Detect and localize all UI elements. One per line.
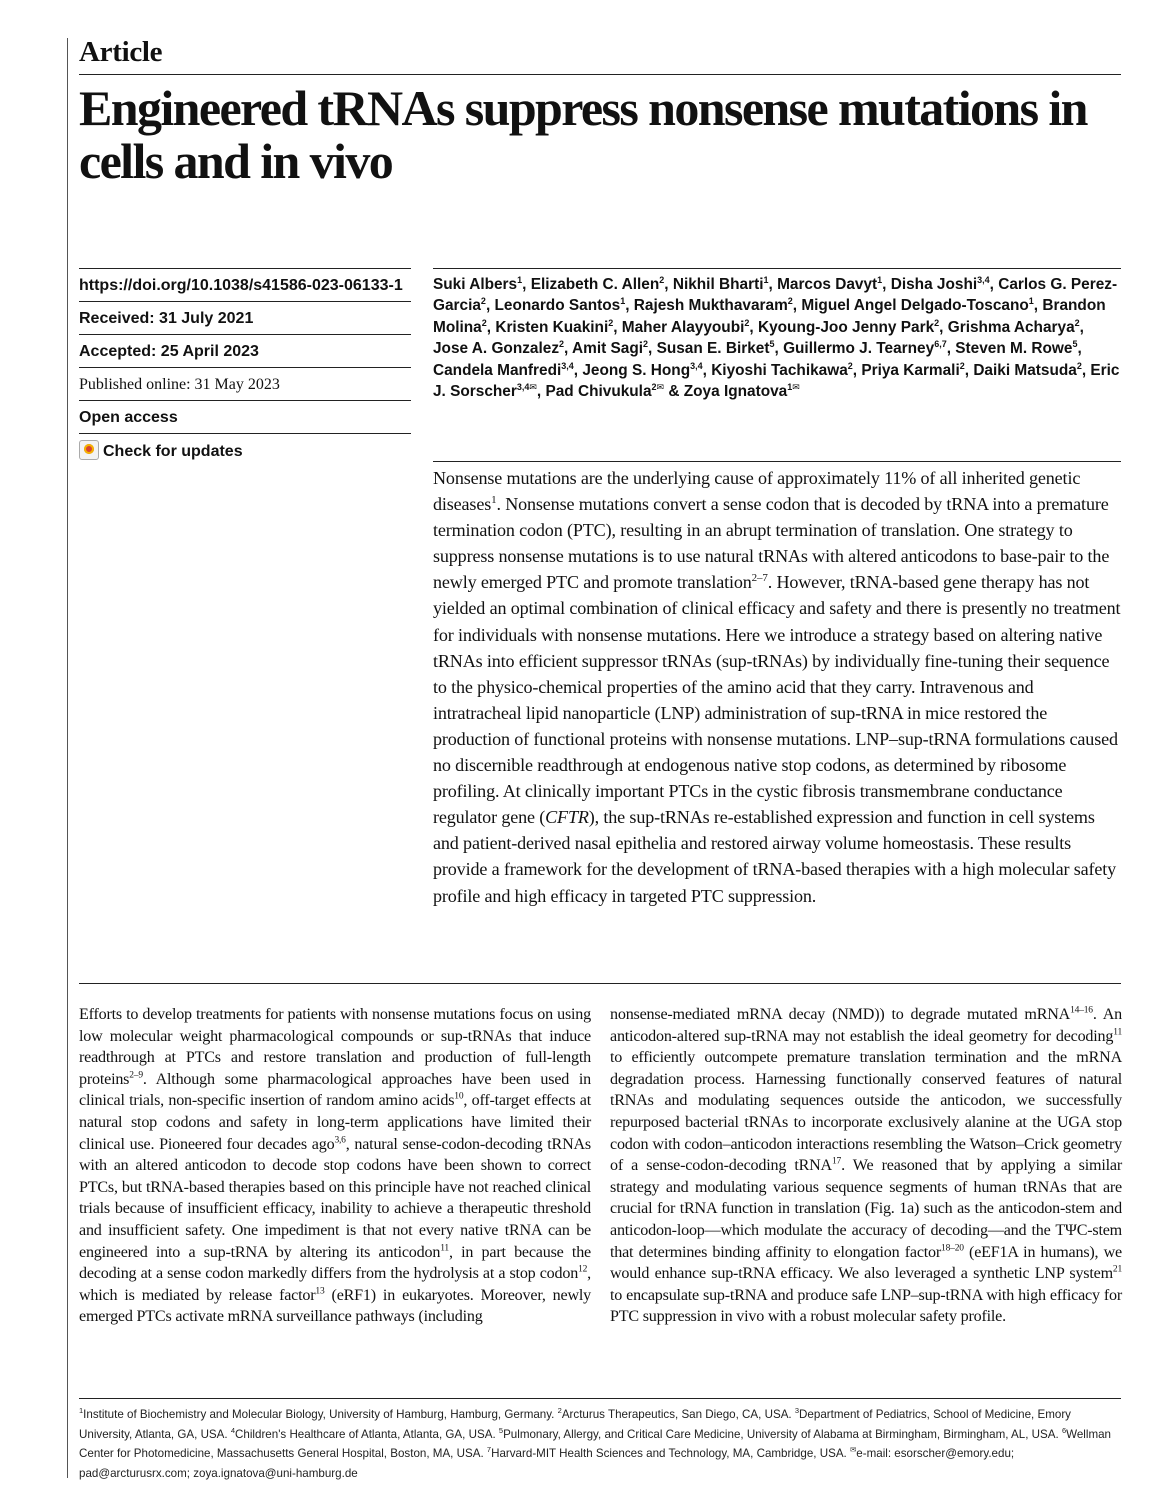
affiliation-text: Pulmonary, Allergy, and Critical Care Medicine, University of Alabama at Birmingham, Birmingham, AL, USA. (503, 1427, 1062, 1441)
open-access-label[interactable]: Open access (79, 400, 411, 433)
affiliation-text: Institute of Biochemistry and Molecular Biology, University of Hamburg, Hamburg, Germany. (83, 1408, 558, 1421)
body-text: Efforts to develop treatments for patients with nonsense mutations focus on using low molecular weight pharmacological compounds or sup-tRNAs that induce readthrough at PTCs and restore translation and production of full-length proteins (79, 1006, 591, 1088)
citation[interactable]: 3,6 (334, 1135, 346, 1146)
author-affiliation: 1 (877, 274, 883, 285)
author[interactable] (955, 340, 1077, 357)
body-rule (79, 983, 1121, 984)
body-text: . An anticodon-altered sup-tRNA may not establish the ideal geometry for decoding (610, 1006, 1123, 1045)
body-text: to encapsulate sup-tRNA and produce safe LNP–sup-tRNA with high efficacy for PTC suppression in vivo with a robust molecular safety profile. (610, 1286, 1122, 1326)
check-for-updates-button[interactable] (79, 433, 411, 468)
author[interactable] (433, 340, 564, 357)
author-affiliation: 1 (620, 296, 626, 307)
author-affiliation: 1✉ (787, 381, 800, 392)
citation[interactable]: 10 (454, 1092, 464, 1103)
author-affiliation: 2 (934, 317, 940, 328)
accepted-date: Accepted: 25 April 2023 (79, 334, 411, 367)
author-affiliation: 2 (480, 296, 486, 307)
body-column-left (79, 1004, 591, 1328)
article-title: Engineered tRNAs suppress nonsense mutations in cells and in vivo (79, 80, 1087, 189)
citation[interactable]: 1 (491, 494, 497, 507)
author-affiliation: 2 (847, 360, 853, 371)
author[interactable] (622, 319, 750, 336)
affiliation-number: 1 (79, 1406, 84, 1416)
citation[interactable]: 14–16 (1070, 1005, 1093, 1016)
author-affiliation: 2 (481, 317, 487, 328)
gene-name: CFTR (545, 807, 589, 828)
author-affiliation: 1 (763, 274, 769, 285)
author-affiliation: 1 (1028, 296, 1034, 307)
citation[interactable]: 11 (440, 1243, 449, 1254)
author-name: Eric J. Sorscher (433, 361, 1120, 401)
author-affiliation: 5 (769, 339, 775, 350)
footnote-rule (79, 1398, 1121, 1399)
author-affiliation: 2 (643, 339, 649, 350)
author-affiliation: 3,4✉ (516, 381, 537, 392)
author[interactable] (582, 362, 702, 379)
author-name: Candela Manfredi (433, 361, 562, 379)
author-affiliation: 2 (659, 274, 665, 285)
author[interactable] (531, 276, 665, 293)
body-text: . We reasoned that by applying a similar strategy and modulating various sequence segments of human tRNAs that are crucial for tRNA function in translation (Fig. 1a) such as the anticodon-stem and anticodon-loop—which modulate the accuracy of decoding—and the TΨC-stem that determines binding affinity to elongation factor (610, 1157, 1122, 1261)
author-affiliation: 1 (517, 274, 523, 285)
authors-rule (433, 268, 1121, 269)
author-name: Priya Karmali (861, 361, 960, 379)
abstract-text: . However, tRNA-based gene therapy has not yielded an optimal combination of clinical efficacy and safety and there is presently no treatment for individuals with nonsense mutations. Here we introduce a strategy based on altering native tRNAs into efficient suppressor tRNAs (sup-tRNAs) by individually fine-tuning their sequence to the physico-chemical properties of the amino acid that they carry. Intravenous and intratracheal lipid nanoparticle (LNP) administration of sup-tRNA in mice restored the production of functional proteins with nonsense mutations. LNP–sup-tRNA formulations caused no discernible readthrough at endogenous native stop codons, as determined by ribosome profiling. At clinically important PTCs in the cystic fibrosis transmembrane conductance regulator gene ( (433, 572, 1121, 828)
author-name: Pad Chivukula (545, 383, 652, 401)
author-affiliation: 2 (744, 317, 750, 328)
author[interactable] (948, 319, 1080, 336)
abstract-text: . Nonsense mutations convert a sense codon that is decoded by tRNA into a premature termination codon (PTC), resulting in an abrupt termination of translation. One strategy to suppress nonsense mutations is to use natural tRNAs with altered anticodons to base-pair to the newly emerged PTC and promote translation (433, 494, 1110, 593)
body-text: , off-target effects at natural stop codons and safety in long-term applications have limited their clinical use. Pioneered four decades ago (79, 1092, 591, 1153)
author[interactable] (657, 340, 775, 357)
author-name: Amit Sagi (572, 340, 643, 358)
citation[interactable]: 17 (831, 1156, 842, 1167)
author[interactable] (634, 297, 793, 314)
author-name: Elizabeth C. Allen (530, 276, 660, 293)
citation[interactable]: 13 (315, 1286, 325, 1297)
citation[interactable]: 12 (578, 1264, 588, 1275)
author[interactable] (758, 319, 939, 336)
author-name: Carlos G. Perez-Garcia (433, 276, 1118, 315)
body-text: . Although some pharmacological approaches have been used in clinical trials, non-specific insertion of random amino acids (79, 1070, 591, 1110)
author-name: Zoya Ignatova (683, 383, 788, 401)
author-list: Suki Albers$^1$, Elizabeth C. Allen$^2$, Nikhil Bharti$^1$, Marcos Davyt$^1$, Disha Joshi$^{3,4}$, Carlos G. Perez-Garcia$^2$, Leonardo Santos$^1$, Rajesh Mukthavaram$^2$, Miguel Angel Delgado-Toscano$^1$, Brandon Molina$^2$, Kristen Kuakini$^2$, Maher Alayyoubi$^2$, Kyoung-Joo Jenny Park$^2$, Grishma Acharya$^2$, Jose A. Gonzalez$^2$, Amit Sagi$^2$, Susan E. Birket$^5$, Guillermo J. Tearney$^{6,7}$, Steven M. Rowe$^5$, Candela Manfredi$^{3,4}$, Jeong S. Hong$^{3,4}$, Kiyoshi Tachikawa$^2$, Priya Karmali$^2$, Daiki Matsuda$^2$, Eric J. Sorscher$^{3,4✉}$, Pad Chivukula$^{2✉}$ & Zoya Ignatova$^{1✉}$ (433, 274, 1120, 401)
abstract-text: Nonsense mutations are the underlying cause of approximately 11% of all inherited genetic diseases (433, 468, 1081, 515)
author-affiliation: 2 (559, 339, 565, 350)
body-text: , in part because the decoding at a sense codon markedly differs from the hydrolysis at a stop codon (79, 1243, 591, 1283)
author[interactable] (433, 276, 522, 293)
author[interactable] (891, 276, 990, 293)
author-name: Kiyoshi Tachikawa (711, 361, 848, 379)
author[interactable] (673, 276, 769, 293)
author[interactable] (433, 362, 574, 379)
affiliation-number: 7 (486, 1445, 492, 1455)
author-affiliation: 2 (787, 296, 793, 307)
affiliation-number: 5 (498, 1425, 504, 1435)
affiliation-text: Harvard-MIT Health Sciences and Technology, MA, Cambridge, USA. (491, 1447, 850, 1461)
author-name: Susan E. Birket (656, 340, 770, 358)
author[interactable] (783, 340, 947, 357)
author-affiliation: 2 (1076, 360, 1082, 371)
author[interactable] (711, 362, 853, 379)
body-text: (eRF1) in eukaryotes. Moreover, newly emerged PTCs activate mRNA surveillance pathways (including (79, 1286, 591, 1326)
affiliation-text: Department of Pediatrics, School of Medicine, Emory University, Atlanta, GA, USA. (79, 1408, 1071, 1441)
body-column-right (610, 1004, 1122, 1328)
affiliation-number: 2 (557, 1406, 562, 1416)
author-name: Guillermo J. Tearney (783, 340, 935, 358)
author-name: Daiki Matsuda (973, 361, 1077, 379)
author[interactable] (777, 276, 882, 293)
affiliation-text: Arcturus Therapeutics, San Diego, CA, USA. (561, 1408, 795, 1421)
author-name: Suki Albers (433, 276, 518, 293)
author-name: Kyoung-Joo Jenny Park (757, 318, 935, 336)
citation[interactable]: 18–20 (941, 1243, 964, 1254)
author-affiliation: 3,4 (561, 360, 574, 371)
header-rule (79, 74, 1121, 75)
crossmark-icon (79, 440, 99, 460)
body-text: (eEF1A in humans), we would enhance sup-tRNA efficacy. We also leveraged a synthetic LNP system (610, 1243, 1122, 1283)
author-name: Kristen Kuakini (495, 318, 609, 336)
citation[interactable]: 21 (1112, 1264, 1122, 1275)
author-affiliation: 5 (1072, 339, 1078, 350)
abstract (433, 465, 1123, 909)
affiliation-text: Wellman Center for Photomedicine, Massachusetts General Hospital, Boston, MA, USA. (79, 1427, 1111, 1461)
body-text: to efficiently outcompete premature translation termination and the mRNA degradation process. Harnessing functionally conserved features of natural tRNAs and modulating sequences outside the anticodon, we successfully repurposed bacterial tRNAs to incorporate exclusively alanine at the UGA stop codon with codon–anticodon interactions resembling the Watson–Crick geometry of a sense-codon-decoding tRNA (610, 1049, 1122, 1175)
author-name: Maher Alayyoubi (621, 318, 745, 336)
author[interactable] (861, 362, 964, 379)
citation[interactable]: 2–9 (129, 1070, 143, 1081)
author-name: Jeong S. Hong (582, 361, 691, 379)
author-affiliation: 3,4 (977, 274, 990, 285)
section-label: Article (79, 36, 163, 68)
author-affiliation: 2 (1074, 317, 1080, 328)
published-date: Published online: 31 May 2023 (79, 367, 411, 400)
affiliation-text: e-mail: esorscher@emory.edu; pad@arcturusrx.com; zoya.ignatova@uni-hamburg.de (79, 1447, 1015, 1480)
author-affiliation: 2 (959, 360, 965, 371)
body-text: , natural sense-codon-decoding tRNAs with an altered anticodon to decode stop codons have been shown to correct PTCs, but tRNA-based therapies based on this principle have not reached clinical trials because of insufficient efficacy, inability to achieve a therapeutic threshold and insufficient safety. One impediment is that not every native tRNA can be engineered into a sup-tRNA by altering its anticodon (79, 1135, 591, 1261)
check-for-updates-label: Check for updates (103, 443, 243, 460)
affiliation-number: 3 (794, 1406, 800, 1416)
author[interactable] (801, 297, 1033, 314)
author-name: Miguel Angel Delgado-Toscano (801, 297, 1029, 315)
author-name: Nikhil Bharti (672, 276, 764, 293)
affiliation-number: 6 (1061, 1425, 1067, 1435)
citation[interactable]: 11 (1113, 1027, 1122, 1038)
doi-link[interactable]: https://doi.org/10.1038/s41586-023-06133-1 (79, 268, 411, 301)
author-affiliation: 6,7 (934, 339, 947, 350)
affiliation-text: Children's Healthcare of Atlanta, Atlanta, GA, USA. (235, 1427, 499, 1441)
body-text: , which is mediated by release factor (79, 1265, 591, 1304)
received-date: Received: 31 July 2021 (79, 301, 411, 334)
author-affiliation: 2 (608, 317, 614, 328)
body-text: nonsense-mediated mRNA decay (NMD)) to degrade mutated mRNA (610, 1006, 1071, 1023)
affiliations-footnote (79, 1405, 1124, 1483)
author-affiliation: 2✉ (651, 381, 665, 392)
author-name: Grishma Acharya (947, 318, 1075, 336)
left-margin-rule (67, 38, 68, 1478)
citation[interactable]: 2–7 (751, 572, 768, 585)
author[interactable] (545, 383, 664, 400)
author-name: Jose A. Gonzalez (433, 340, 560, 358)
author-name: Marcos Davyt (777, 276, 878, 293)
author-name: Steven M. Rowe (955, 340, 1073, 358)
author-name: Rajesh Mukthavaram (633, 297, 788, 315)
abstract-text: ), the sup-tRNAs re-established expression and function in cell systems and patient-derived nasal epithelia and restored airway volume homeostasis. These results provide a framework for the development of tRNA-based therapies with a high molecular safety profile and high efficacy in targeted PTC suppression. (433, 807, 1117, 906)
author-name: Leonardo Santos (494, 297, 621, 315)
abstract-rule (433, 461, 1121, 462)
author-name: Brandon Molina (433, 297, 1106, 336)
article-metadata (79, 268, 411, 468)
author[interactable] (495, 297, 626, 314)
author[interactable] (684, 383, 800, 400)
author[interactable] (495, 319, 613, 336)
affiliation-number: ✉ (850, 1445, 857, 1455)
author-name: Disha Joshi (890, 276, 978, 293)
affiliation-number: 4 (230, 1425, 236, 1435)
author[interactable] (572, 340, 648, 357)
author-affiliation: 3,4 (690, 360, 703, 371)
author[interactable] (973, 362, 1082, 379)
